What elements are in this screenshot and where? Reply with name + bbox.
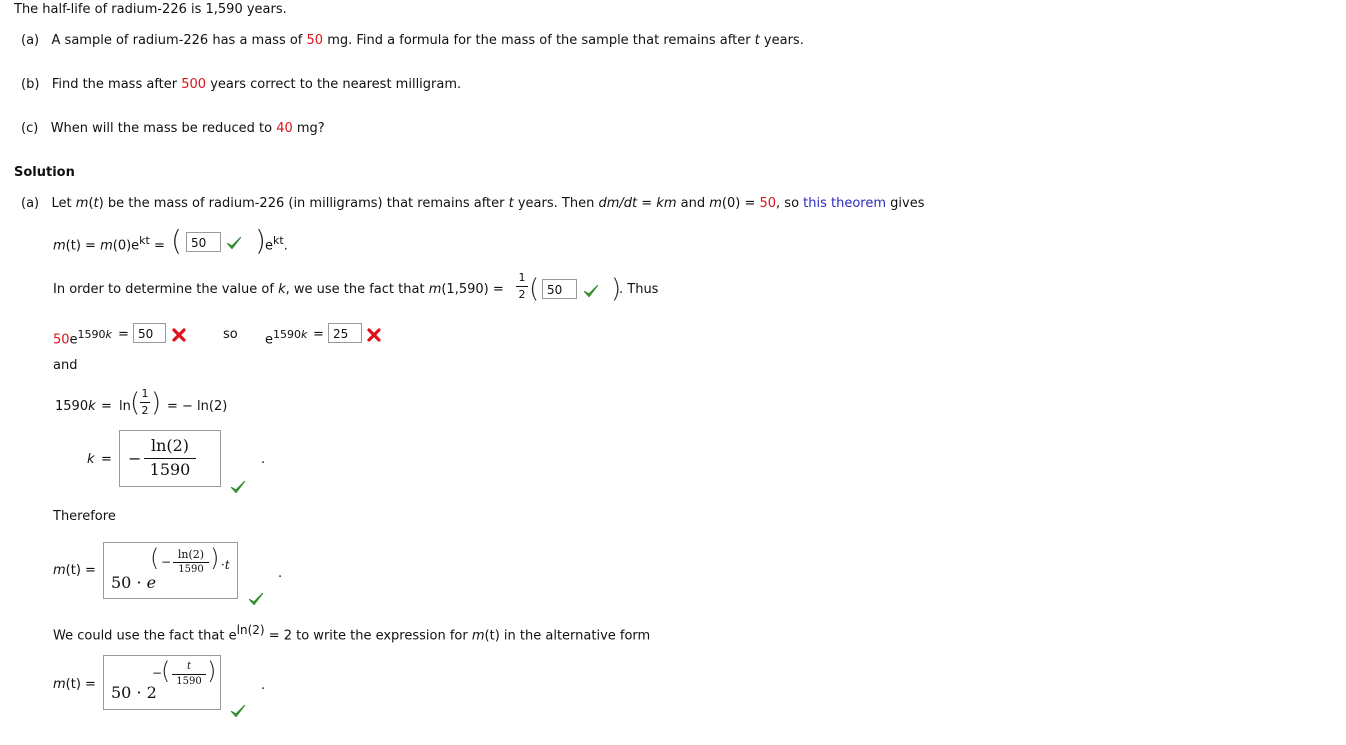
check-icon — [226, 235, 242, 251]
exponent: kt — [139, 234, 150, 247]
part-a-question — [21, 33, 804, 49]
var: k — [87, 452, 95, 467]
coefficient — [111, 573, 156, 593]
period: . — [261, 452, 266, 467]
exponent: ln(2) — [236, 623, 265, 637]
given-value: 40 — [276, 121, 293, 136]
answer-input[interactable]: 50 — [133, 323, 166, 343]
text: . — [283, 238, 288, 254]
part-letter: (a) — [21, 33, 40, 48]
var: m — [471, 628, 485, 644]
mt-exponential-answer-box[interactable] — [103, 542, 238, 599]
problem-intro: The half-life of radium-226 is 1,590 years. — [14, 2, 287, 17]
alternative-form-line — [53, 622, 650, 644]
var: k — [278, 282, 286, 297]
left-paren: ( — [529, 274, 540, 304]
part-letter: (b) — [21, 77, 40, 92]
var: m — [53, 238, 66, 254]
solution-heading: Solution — [14, 165, 75, 180]
right-paren: ) — [207, 657, 217, 685]
given-value: 500 — [181, 77, 207, 92]
text: = — [637, 196, 657, 211]
coef-text: 50 · — [111, 573, 147, 592]
text: years correct to the nearest milligram. — [206, 77, 462, 92]
given-value: 50 — [759, 196, 777, 211]
minus-sign: − — [152, 666, 163, 680]
fraction-bar — [144, 458, 196, 459]
and-text: and — [53, 358, 78, 373]
fraction-num: ln(2) — [177, 548, 205, 561]
given-value: 50 — [53, 332, 70, 348]
part-letter: (c) — [21, 121, 39, 136]
text: and — [676, 196, 710, 211]
part-b-question — [21, 77, 461, 93]
text: A sample of radium-226 has a mass of — [51, 33, 307, 48]
period: . — [261, 678, 266, 693]
part-c-question — [21, 121, 325, 137]
therefore-text: Therefore — [53, 509, 116, 524]
right-paren: ) — [210, 544, 220, 572]
text: (0)e — [112, 238, 140, 254]
check-icon — [583, 283, 599, 299]
text: (t) = — [65, 238, 101, 254]
check-icon — [230, 479, 246, 495]
text: (t) = — [65, 563, 96, 578]
fraction-bar — [516, 286, 528, 287]
text: Let — [51, 196, 76, 211]
var: m — [709, 196, 722, 211]
text: e — [69, 332, 78, 348]
ln-rhs: = − ln(2) — [167, 399, 228, 414]
equals: = — [313, 327, 324, 342]
left-paren: ( — [171, 224, 182, 257]
dot: · — [221, 558, 225, 572]
text: (t) = — [65, 677, 96, 692]
given-value: 50 — [306, 33, 324, 48]
var: dm/dt — [598, 196, 638, 211]
text: (1,590) = — [441, 282, 504, 297]
equals: = — [118, 327, 129, 342]
cross-icon — [366, 327, 382, 343]
right-paren: ) — [151, 388, 162, 418]
k-lhs — [87, 452, 95, 468]
ln-equation-lhs — [55, 399, 96, 415]
period: . — [278, 566, 283, 581]
text: ( — [88, 196, 94, 211]
cross-icon — [171, 327, 187, 343]
text: e — [265, 332, 273, 348]
check-icon — [248, 591, 264, 607]
exponent-var: k — [105, 328, 112, 341]
right-paren: ) — [611, 274, 622, 304]
var: t — [508, 196, 514, 211]
text: = — [149, 238, 165, 254]
so-text: so — [223, 327, 238, 342]
text: mg. Find a formula for the mass of the sample that remains after — [323, 33, 755, 48]
fraction-num: t — [186, 661, 192, 672]
text: In order to determine the value of — [53, 282, 279, 297]
answer-input[interactable]: 25 — [328, 323, 362, 343]
var: m — [100, 238, 113, 254]
fraction-den: 1590 — [176, 676, 202, 687]
var: km — [656, 196, 677, 211]
equation-lhs — [53, 327, 112, 348]
mt-base2-answer-box[interactable] — [103, 655, 221, 710]
var: m — [53, 677, 66, 692]
coefficient: 50 · 2 — [111, 683, 157, 702]
text: We could use the fact that e — [53, 628, 237, 644]
text: 1590 — [55, 399, 89, 414]
thus-text: . Thus — [619, 282, 659, 297]
text: gives — [886, 196, 925, 211]
right-paren: ) — [255, 224, 266, 257]
var: m — [428, 282, 442, 297]
text: in the alternative form — [499, 628, 651, 644]
fraction-den: 2 — [141, 404, 149, 417]
fraction-den: 2 — [518, 288, 526, 301]
fraction-den: 1590 — [178, 564, 204, 575]
k-answer-box[interactable] — [119, 430, 221, 487]
minus-sign: − — [128, 449, 142, 468]
answer-input[interactable]: 50 — [186, 232, 221, 252]
fraction-num: 1 — [141, 387, 149, 400]
exponent — [273, 328, 307, 341]
text: e — [265, 238, 273, 254]
text: , we use the fact that — [285, 282, 429, 297]
left-paren: ( — [150, 544, 160, 572]
solution-let-line — [21, 196, 925, 212]
exponent-num: 1590 — [77, 328, 106, 341]
minus-sign: − — [161, 555, 172, 569]
equals: = — [101, 399, 112, 414]
left-paren: ( — [130, 388, 141, 418]
text: , so — [776, 196, 804, 211]
fraction-bar — [140, 402, 150, 403]
text: (0) = — [721, 196, 760, 211]
e-var: e — [146, 573, 157, 592]
fraction-num: 1 — [518, 271, 526, 284]
check-icon — [230, 703, 246, 719]
equals: = — [101, 452, 112, 467]
fraction-den: 1590 — [149, 460, 191, 479]
theorem-link[interactable]: this theorem — [803, 196, 887, 211]
text: ) be the mass of radium-226 (in milligrams) that remains after — [98, 196, 509, 211]
var: t — [754, 33, 760, 48]
var: m — [53, 563, 66, 578]
exponent-num: 1590 — [273, 328, 301, 341]
exponent: kt — [273, 234, 284, 247]
text: When will the mass be reduced to — [50, 121, 277, 136]
half-life-line — [53, 282, 504, 298]
text: years. Then — [513, 196, 599, 211]
mt-lhs — [53, 563, 96, 579]
part-letter: (a) — [21, 196, 40, 211]
var: m — [75, 196, 89, 211]
text: mg? — [292, 121, 325, 136]
var: k — [88, 399, 96, 414]
left-paren: ( — [161, 657, 171, 685]
formula-mt-general — [53, 233, 165, 254]
text: = 2 to write the expression for — [264, 628, 472, 644]
fraction-num: ln(2) — [150, 436, 190, 455]
text: years. — [759, 33, 804, 48]
var: t — [93, 196, 99, 211]
answer-input[interactable]: 50 — [542, 279, 577, 299]
formula-tail — [265, 233, 288, 254]
exponent — [78, 328, 112, 341]
mt-lhs — [53, 677, 96, 693]
text: Find the mass after — [51, 77, 182, 92]
text: (t) — [484, 628, 500, 644]
exponent-var: k — [301, 328, 308, 341]
equation-lhs-2 — [265, 327, 307, 348]
exponent-t — [221, 557, 230, 573]
ln-text: ln — [119, 399, 131, 414]
t-var: t — [224, 558, 230, 572]
